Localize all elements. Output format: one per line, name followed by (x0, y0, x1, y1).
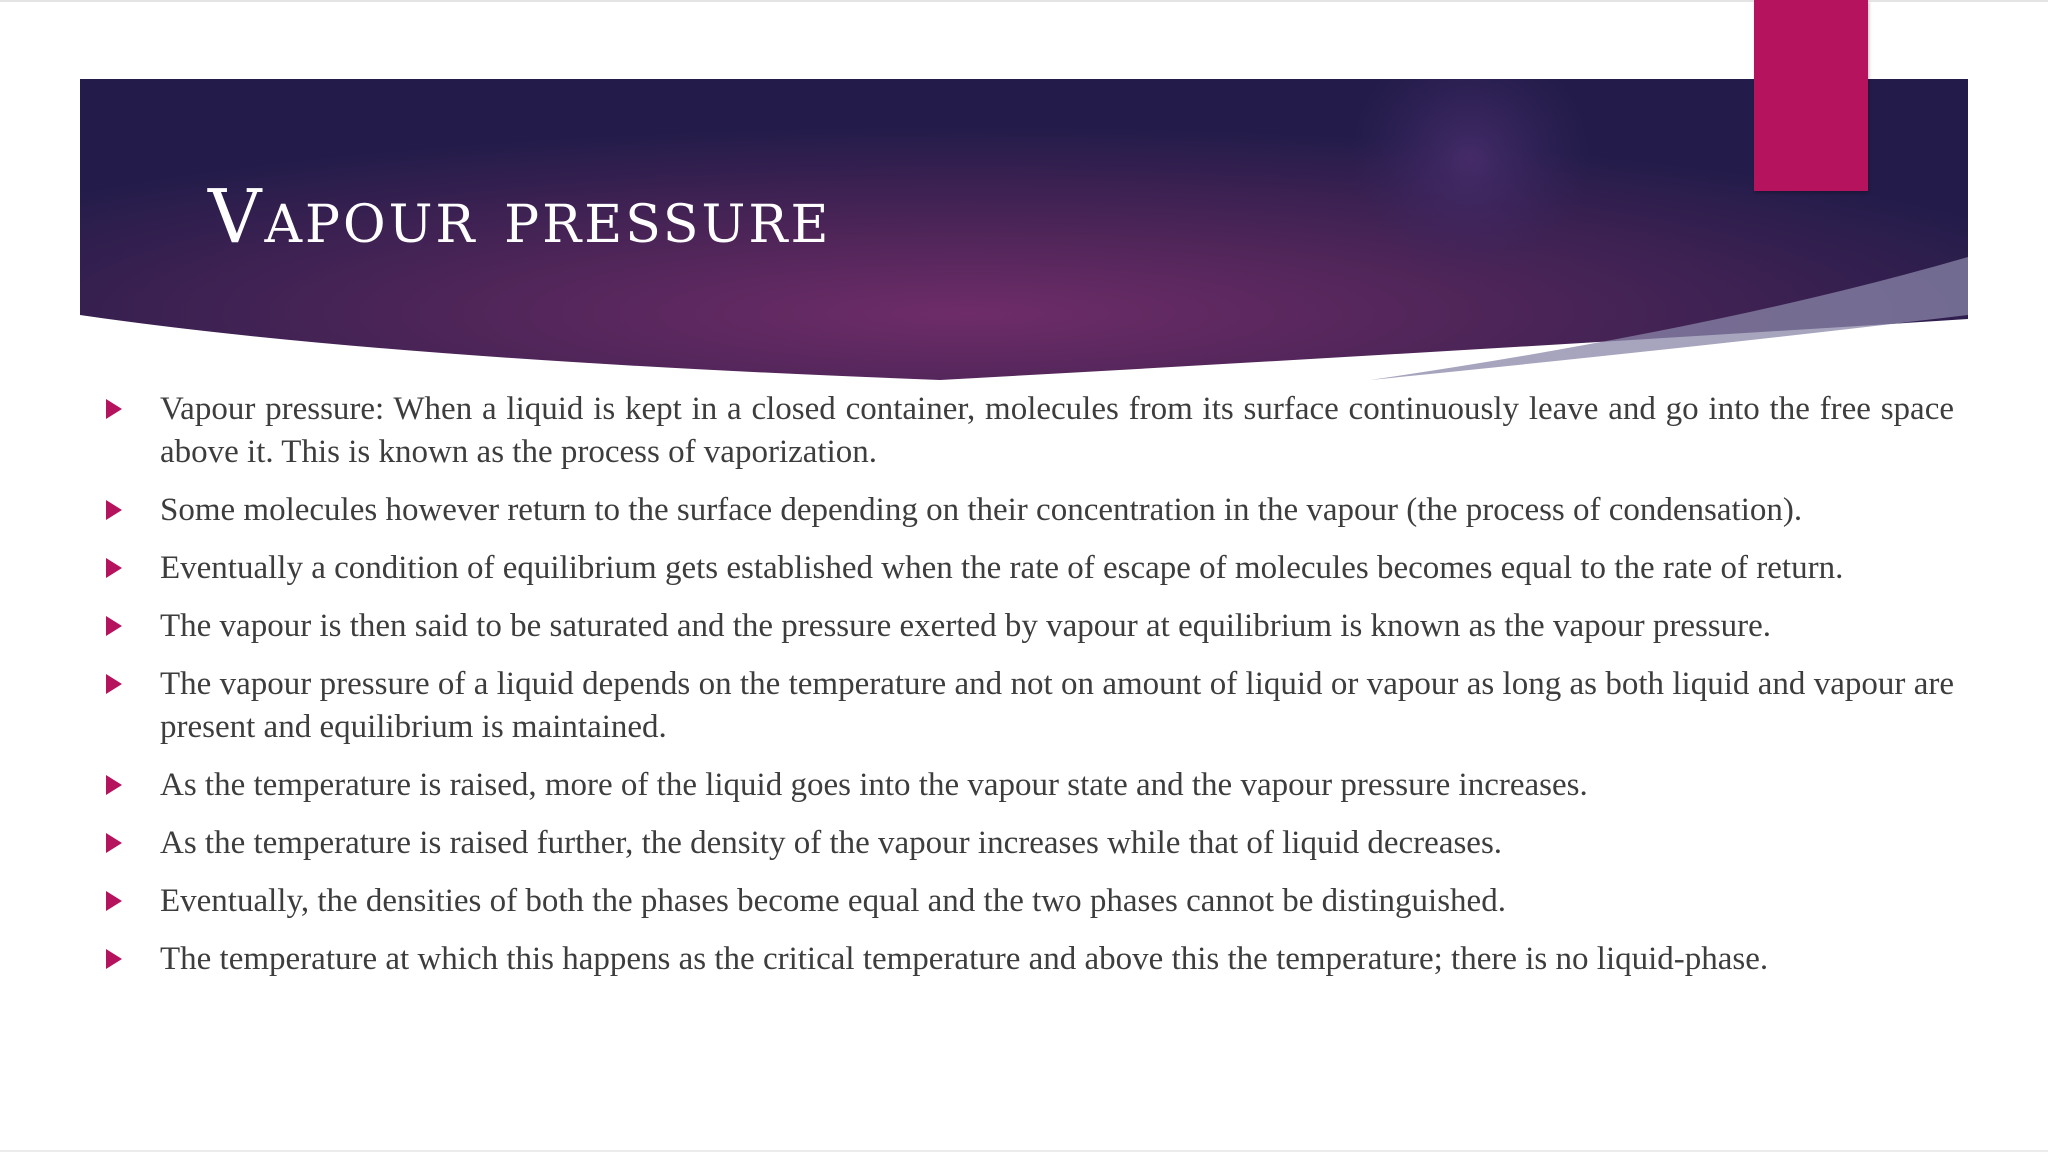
slide-title: Vapour pressure (208, 174, 832, 260)
triangle-right-icon (106, 674, 122, 694)
bullet-item (104, 880, 1954, 923)
bullet-item (104, 388, 1954, 474)
triangle-right-icon (106, 891, 122, 911)
bullet-text: Eventually a condition of equilibrium gets established when the rate of escape of molecules becomes equal to the rate of return. (160, 550, 1844, 586)
triangle-right-icon (106, 616, 122, 636)
bullet-text: Eventually, the densities of both the phases become equal and the two phases cannot be distinguished. (160, 883, 1506, 919)
bullet-text: The vapour pressure of a liquid depends on the temperature and not on amount of liquid or vapour as long as both liquid and vapour are present and equilibrium is maintained. (160, 666, 1954, 745)
bullet-text: The vapour is then said to be saturated and the pressure exerted by vapour at equilibrium is known as the vapour pressure. (160, 608, 1772, 644)
bullet-text: As the temperature is raised, more of the liquid goes into the vapour state and the vapour pressure increases. (160, 767, 1588, 803)
triangle-right-icon (106, 500, 122, 520)
accent-tab (1754, 0, 1868, 191)
bullet-item (104, 822, 1954, 865)
top-divider (0, 0, 2048, 2)
triangle-right-icon (106, 558, 122, 578)
triangle-right-icon (106, 775, 122, 795)
triangle-right-icon (106, 949, 122, 969)
bullet-item (104, 764, 1954, 807)
bullet-text: The temperature at which this happens as the critical temperature and above this the temperature; there is no liquid-phase. (160, 941, 1769, 977)
bullet-text: As the temperature is raised further, the density of the vapour increases while that of liquid decreases. (160, 825, 1503, 861)
bullet-item (104, 605, 1954, 648)
triangle-right-icon (106, 833, 122, 853)
bullet-item (104, 489, 1954, 532)
bullet-list (104, 388, 1954, 996)
triangle-right-icon (106, 399, 122, 419)
bullet-item (104, 938, 1954, 981)
bullet-item (104, 663, 1954, 749)
bullet-text: Some molecules however return to the surface depending on their concentration in the vapour (the process of condensation). (160, 492, 1803, 528)
bullet-text: Vapour pressure: When a liquid is kept in a closed container, molecules from its surface continuously leave and go into the free space above it. This is known as the process of vaporization. (160, 391, 1954, 470)
bullet-item (104, 547, 1954, 590)
